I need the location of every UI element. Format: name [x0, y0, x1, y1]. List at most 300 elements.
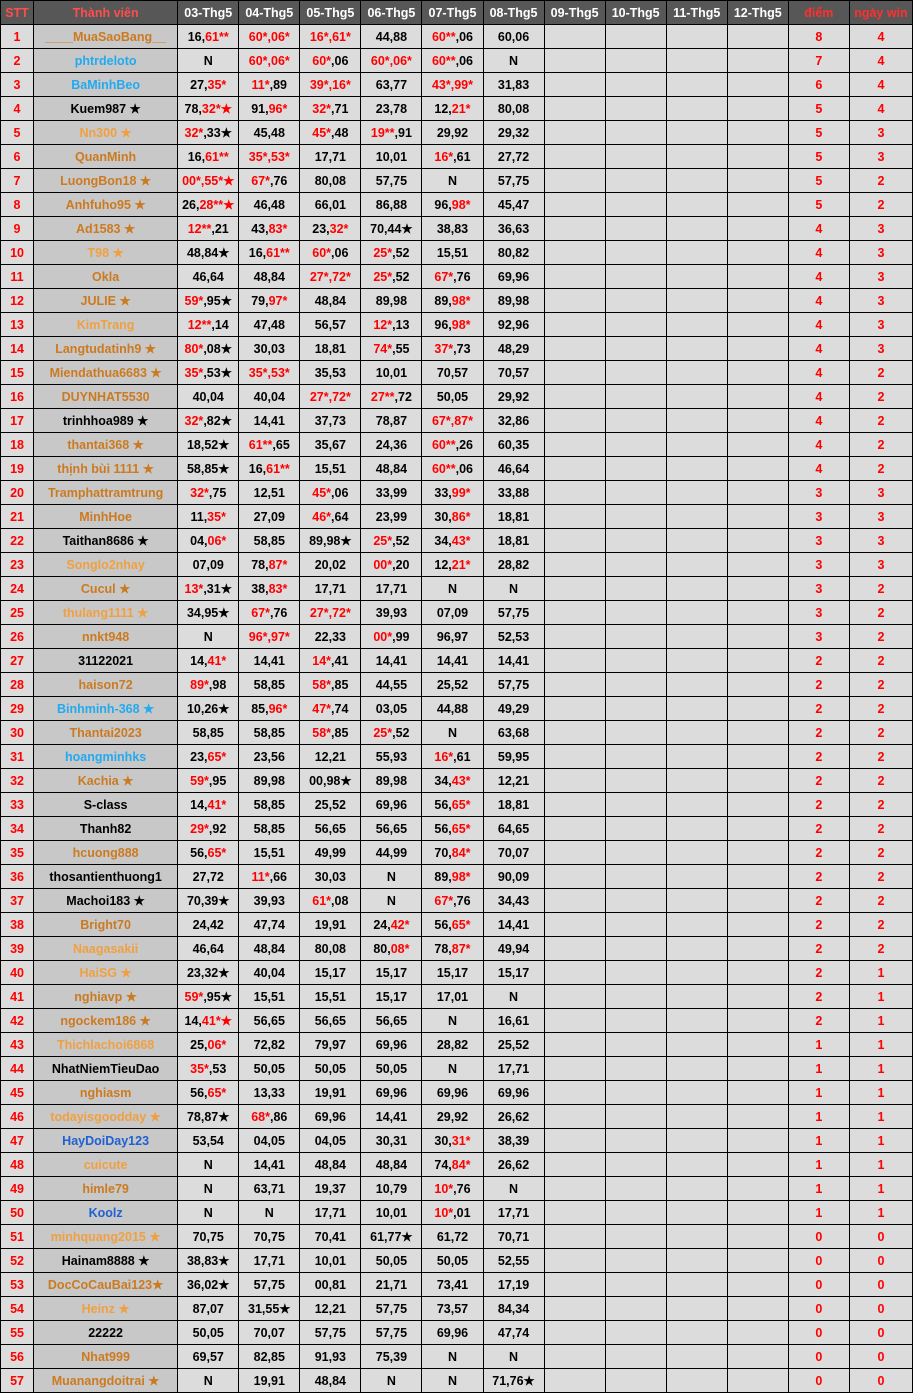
- day-cell: [422, 601, 483, 625]
- day-cell: [422, 433, 483, 457]
- day-cell: [361, 169, 422, 193]
- win-days-cell: 2: [849, 169, 912, 193]
- cell-value: 17,71: [497, 1061, 530, 1076]
- day-cell: [605, 1249, 666, 1273]
- day-cell: [422, 865, 483, 889]
- day-cell: [361, 385, 422, 409]
- cell-value: 87,07: [192, 1301, 224, 1316]
- day-cell: [300, 1201, 361, 1225]
- day-cell: [727, 505, 788, 529]
- day-cell: [178, 433, 239, 457]
- cell-value: 60**: [431, 437, 456, 452]
- day-cell: [605, 73, 666, 97]
- table-row: [1, 1009, 913, 1033]
- day-cell: [239, 985, 300, 1009]
- cell-value: 99*: [451, 485, 471, 500]
- day-cell: [727, 769, 788, 793]
- cell-value: 60**: [431, 29, 456, 44]
- cell-value: 40,04: [253, 965, 285, 980]
- member-name: Okla: [34, 265, 178, 289]
- day-cell: [300, 1321, 361, 1345]
- day-cell: [239, 361, 300, 385]
- day-cell: [239, 529, 300, 553]
- cell-value: 21*: [451, 101, 471, 116]
- cell-value: 08*: [390, 941, 410, 956]
- cell-value: 14*: [312, 653, 332, 668]
- win-days-cell: 1: [849, 985, 912, 1009]
- day-cell: [605, 433, 666, 457]
- day-cell: [300, 793, 361, 817]
- day-cell: [300, 1273, 361, 1297]
- cell-value: 16,61: [497, 1013, 530, 1028]
- member-name: Miendathua6683 ★: [34, 361, 178, 385]
- win-days-cell: 3: [849, 217, 912, 241]
- cell-value: 12**: [187, 221, 212, 236]
- cell-value: 40,04: [192, 389, 224, 404]
- cell-value: 35*: [184, 366, 204, 380]
- day-cell: [239, 289, 300, 313]
- day-cell: [666, 841, 727, 865]
- cell-value: 89,98: [497, 293, 530, 308]
- member-name: hoangminhks: [34, 745, 178, 769]
- day-cell: [300, 265, 361, 289]
- cell-value: 29*: [190, 821, 209, 836]
- cell-value: 42*: [390, 917, 410, 932]
- cell-value: 58*: [312, 677, 332, 692]
- day-cell: [300, 73, 361, 97]
- day-cell: [483, 289, 544, 313]
- day-cell: [544, 1009, 605, 1033]
- score-cell: 2: [788, 649, 849, 673]
- day-cell: [483, 1129, 544, 1153]
- cell-value: N: [447, 725, 457, 740]
- cell-value: ,33★: [203, 126, 232, 140]
- day-cell: [422, 817, 483, 841]
- day-cell: [422, 793, 483, 817]
- day-cell: [361, 97, 422, 121]
- cell-value: 00*,55*★: [182, 174, 235, 188]
- day-cell: [422, 337, 483, 361]
- header-day: 06-Thg5: [361, 1, 422, 25]
- cell-value: 10,01: [375, 149, 408, 164]
- day-cell: [361, 793, 422, 817]
- cell-value: 38,39: [497, 1133, 530, 1148]
- day-cell: [727, 409, 788, 433]
- cell-value: 47,74: [497, 1325, 530, 1340]
- header-stt: STT: [1, 1, 34, 25]
- header-row: [1, 1, 913, 25]
- day-cell: [178, 1153, 239, 1177]
- day-cell: [239, 1009, 300, 1033]
- day-cell: [422, 73, 483, 97]
- row-number: 3: [1, 73, 34, 97]
- day-cell: [178, 1081, 239, 1105]
- day-cell: [422, 937, 483, 961]
- cell-value: 18,81: [497, 797, 530, 812]
- member-name: DocCoCauBai123★: [34, 1273, 178, 1297]
- day-cell: [178, 289, 239, 313]
- day-cell: [239, 145, 300, 169]
- cell-value: 78,87: [375, 413, 408, 428]
- cell-value: ,74: [331, 701, 349, 716]
- cell-value: 17,71: [314, 149, 346, 164]
- day-cell: [361, 673, 422, 697]
- cell-value: N: [509, 1181, 519, 1196]
- cell-value: 56,: [190, 845, 208, 860]
- day-cell: [178, 49, 239, 73]
- cell-value: ,20: [392, 557, 410, 572]
- cell-value: 69,96: [314, 1109, 346, 1124]
- cell-value: 61,72: [436, 1229, 469, 1244]
- cell-value: 78,: [434, 941, 452, 956]
- table-row: [1, 1321, 913, 1345]
- cell-value: 53,54: [192, 1133, 224, 1148]
- win-days-cell: 2: [849, 433, 912, 457]
- win-days-cell: 2: [849, 865, 912, 889]
- day-cell: [239, 841, 300, 865]
- cell-value: 35*: [207, 509, 226, 524]
- cell-value: 34,: [434, 773, 452, 788]
- day-cell: [544, 1225, 605, 1249]
- cell-value: 22,33: [314, 629, 346, 644]
- day-cell: [544, 625, 605, 649]
- day-cell: [727, 25, 788, 49]
- day-cell: [483, 649, 544, 673]
- cell-value: 12**: [187, 317, 212, 332]
- day-cell: [727, 313, 788, 337]
- day-cell: [300, 97, 361, 121]
- cell-value: 18,52★: [186, 438, 230, 452]
- day-cell: [361, 745, 422, 769]
- win-days-cell: 2: [849, 601, 912, 625]
- table-row: [1, 625, 913, 649]
- cell-value: 16*: [434, 749, 454, 764]
- cell-value: 56,57: [314, 317, 346, 332]
- day-cell: [239, 1225, 300, 1249]
- header-day: 10-Thg5: [605, 1, 666, 25]
- day-cell: [239, 337, 300, 361]
- day-cell: [483, 145, 544, 169]
- cell-value: 31*: [451, 1133, 471, 1148]
- score-cell: 1: [788, 1201, 849, 1225]
- day-cell: [483, 697, 544, 721]
- member-name: cuicute: [34, 1153, 178, 1177]
- cell-value: ,53★: [203, 366, 232, 380]
- day-cell: [300, 121, 361, 145]
- row-number: 47: [1, 1129, 34, 1153]
- cell-value: 58,85★: [186, 462, 230, 476]
- cell-value: 48,84: [253, 941, 285, 956]
- day-cell: [239, 169, 300, 193]
- table-row: [1, 25, 913, 49]
- day-cell: [239, 25, 300, 49]
- day-cell: [361, 121, 422, 145]
- row-number: 13: [1, 313, 34, 337]
- day-cell: [361, 457, 422, 481]
- member-name: T98 ★: [34, 241, 178, 265]
- cell-value: ,98: [208, 677, 227, 692]
- table-row: [1, 1297, 913, 1321]
- day-cell: [178, 745, 239, 769]
- cell-value: 67*: [434, 893, 454, 908]
- day-cell: [300, 313, 361, 337]
- day-cell: [178, 313, 239, 337]
- day-cell: [727, 1105, 788, 1129]
- day-cell: [239, 601, 300, 625]
- day-cell: [239, 433, 300, 457]
- day-cell: [605, 673, 666, 697]
- day-cell: [422, 985, 483, 1009]
- day-cell: [422, 961, 483, 985]
- row-number: 7: [1, 169, 34, 193]
- cell-value: 39*,16*: [309, 77, 351, 92]
- day-cell: [422, 1225, 483, 1249]
- row-number: 55: [1, 1321, 34, 1345]
- day-cell: [422, 409, 483, 433]
- day-cell: [422, 1345, 483, 1369]
- day-cell: [483, 553, 544, 577]
- cell-value: ,76: [269, 173, 288, 188]
- day-cell: [239, 649, 300, 673]
- day-cell: [178, 145, 239, 169]
- day-cell: [239, 937, 300, 961]
- member-name: nghiavp ★: [34, 985, 178, 1009]
- win-days-cell: 1: [849, 1177, 912, 1201]
- day-cell: [422, 457, 483, 481]
- day-cell: [178, 937, 239, 961]
- day-cell: [239, 721, 300, 745]
- day-cell: [361, 1369, 422, 1393]
- cell-value: 70,07: [497, 845, 530, 860]
- score-cell: 7: [788, 49, 849, 73]
- day-cell: [422, 769, 483, 793]
- member-name: ngockem186 ★: [34, 1009, 178, 1033]
- day-cell: [300, 1225, 361, 1249]
- member-name: Cucul ★: [34, 577, 178, 601]
- row-number: 34: [1, 817, 34, 841]
- day-cell: [605, 1273, 666, 1297]
- day-cell: [239, 505, 300, 529]
- row-number: 56: [1, 1345, 34, 1369]
- win-days-cell: 2: [849, 457, 912, 481]
- day-cell: [483, 601, 544, 625]
- cell-value: N: [509, 53, 519, 68]
- cell-value: 74*: [373, 341, 393, 356]
- day-cell: [483, 1057, 544, 1081]
- win-days-cell: 3: [849, 145, 912, 169]
- table-row: [1, 673, 913, 697]
- day-cell: [239, 1201, 300, 1225]
- cell-value: 65*: [207, 845, 227, 860]
- cell-value: 56,65: [314, 1013, 346, 1028]
- header-day: 05-Thg5: [300, 1, 361, 25]
- day-cell: [727, 49, 788, 73]
- cell-value: 31,55★: [248, 1302, 291, 1316]
- cell-value: 60**: [431, 53, 456, 68]
- cell-value: ,66: [269, 869, 288, 884]
- day-cell: [727, 481, 788, 505]
- cell-value: 12,21: [314, 1301, 346, 1316]
- day-cell: [178, 673, 239, 697]
- day-cell: [239, 73, 300, 97]
- score-cell: 3: [788, 505, 849, 529]
- day-cell: [605, 721, 666, 745]
- member-name: BaMinhBeo: [34, 73, 178, 97]
- day-cell: [544, 73, 605, 97]
- cell-value: 19,91: [253, 1373, 285, 1388]
- cell-value: 25*: [373, 245, 393, 260]
- day-cell: [666, 193, 727, 217]
- header-day: 03-Thg5: [178, 1, 239, 25]
- cell-value: 86*: [451, 509, 471, 524]
- day-cell: [361, 73, 422, 97]
- member-name: QuanMinh: [34, 145, 178, 169]
- day-cell: [239, 217, 300, 241]
- table-row: [1, 313, 913, 337]
- day-cell: [727, 817, 788, 841]
- member-name: hcuong888: [34, 841, 178, 865]
- score-cell: 4: [788, 265, 849, 289]
- day-cell: [239, 697, 300, 721]
- win-days-cell: 3: [849, 505, 912, 529]
- member-name: trinhhoa989 ★: [34, 409, 178, 433]
- day-cell: [666, 73, 727, 97]
- day-cell: [483, 217, 544, 241]
- member-name: minhquang2015 ★: [34, 1225, 178, 1249]
- day-cell: [605, 49, 666, 73]
- day-cell: [605, 145, 666, 169]
- cell-value: 65*: [207, 749, 227, 764]
- day-cell: [666, 673, 727, 697]
- cell-value: 24,36: [375, 437, 408, 452]
- cell-value: 28**★: [199, 198, 235, 212]
- cell-value: 48,84★: [186, 246, 230, 260]
- win-days-cell: 2: [849, 577, 912, 601]
- cell-value: 89,: [434, 869, 452, 884]
- score-cell: 0: [788, 1369, 849, 1393]
- day-cell: [544, 385, 605, 409]
- day-cell: [300, 337, 361, 361]
- day-cell: [178, 889, 239, 913]
- member-name: nghiasm: [34, 1081, 178, 1105]
- day-cell: [544, 289, 605, 313]
- day-cell: [422, 697, 483, 721]
- score-cell: 4: [788, 337, 849, 361]
- cell-value: 69,96: [375, 1085, 408, 1100]
- table-row: [1, 913, 913, 937]
- cell-value: 30,03: [314, 869, 346, 884]
- day-cell: [666, 649, 727, 673]
- header-member: Thành viên: [34, 1, 178, 25]
- day-cell: [483, 673, 544, 697]
- day-cell: [422, 1033, 483, 1057]
- cell-value: 58,85: [253, 533, 285, 548]
- cell-value: 45*: [312, 125, 332, 140]
- day-cell: [361, 1129, 422, 1153]
- day-cell: [422, 1177, 483, 1201]
- day-cell: [605, 985, 666, 1009]
- day-cell: [178, 697, 239, 721]
- day-cell: [483, 529, 544, 553]
- cell-value: 35*: [190, 1061, 209, 1076]
- cell-value: 13*: [184, 582, 204, 596]
- day-cell: [422, 1201, 483, 1225]
- table-row: [1, 385, 913, 409]
- member-name: NhatNiemTieuDao: [34, 1057, 178, 1081]
- day-cell: [605, 817, 666, 841]
- day-cell: [361, 433, 422, 457]
- day-cell: [483, 1033, 544, 1057]
- day-cell: [300, 289, 361, 313]
- cell-value: 67*: [434, 269, 454, 284]
- win-days-cell: 2: [849, 817, 912, 841]
- day-cell: [239, 1369, 300, 1393]
- cell-value: 12,21: [314, 749, 346, 764]
- cell-value: ,75: [208, 485, 227, 500]
- score-cell: 2: [788, 961, 849, 985]
- row-number: 26: [1, 625, 34, 649]
- cell-value: ,55: [392, 341, 410, 356]
- day-cell: [178, 793, 239, 817]
- cell-value: 82,85: [253, 1349, 285, 1364]
- day-cell: [422, 577, 483, 601]
- day-cell: [483, 265, 544, 289]
- member-name: Hainam8888 ★: [34, 1249, 178, 1273]
- cell-value: 56,: [434, 917, 452, 932]
- row-number: 19: [1, 457, 34, 481]
- cell-value: 38,83: [436, 221, 469, 236]
- member-name: Binhminh-368 ★: [34, 697, 178, 721]
- win-days-cell: 3: [849, 529, 912, 553]
- table-row: [1, 889, 913, 913]
- day-cell: [605, 1321, 666, 1345]
- row-number: 5: [1, 121, 34, 145]
- day-cell: [544, 49, 605, 73]
- cell-value: ,52: [392, 245, 410, 260]
- cell-value: 80*: [184, 342, 204, 356]
- cell-value: 80,: [373, 941, 391, 956]
- cell-value: 57,75: [497, 677, 530, 692]
- table-row: [1, 721, 913, 745]
- cell-value: ,26: [455, 437, 473, 452]
- member-name: KimTrang: [34, 313, 178, 337]
- member-name: haison72: [34, 673, 178, 697]
- score-cell: 2: [788, 673, 849, 697]
- day-cell: [239, 1297, 300, 1321]
- table-row: [1, 841, 913, 865]
- table-row: [1, 1081, 913, 1105]
- score-cell: 1: [788, 1153, 849, 1177]
- day-cell: [544, 337, 605, 361]
- day-cell: [666, 313, 727, 337]
- day-cell: [666, 985, 727, 1009]
- cell-value: 70,39★: [186, 894, 230, 908]
- cell-value: 27,72: [497, 149, 530, 164]
- day-cell: [483, 73, 544, 97]
- cell-value: 27*,72*: [309, 269, 351, 284]
- day-cell: [605, 865, 666, 889]
- day-cell: [666, 793, 727, 817]
- member-name: HayDoiDay123: [34, 1129, 178, 1153]
- cell-value: ,95★: [203, 294, 232, 308]
- day-cell: [239, 265, 300, 289]
- win-days-cell: 1: [849, 1105, 912, 1129]
- day-cell: [666, 1273, 727, 1297]
- header-day: 11-Thg5: [666, 1, 727, 25]
- row-number: 11: [1, 265, 34, 289]
- cell-value: 29,92: [497, 389, 530, 404]
- cell-value: 70,41: [314, 1229, 346, 1244]
